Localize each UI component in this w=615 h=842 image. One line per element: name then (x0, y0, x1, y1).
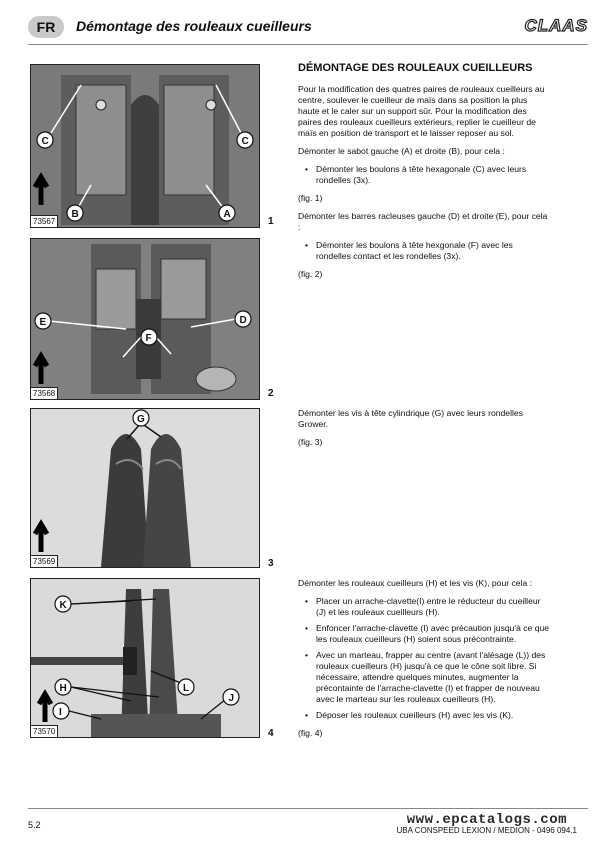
figure-1 (30, 64, 260, 228)
figure-ref: (fig. 1) (298, 193, 323, 203)
figure-3 (30, 408, 260, 568)
callout-k-label: K (59, 600, 67, 611)
figure-2 (30, 238, 260, 400)
figure-4 (30, 578, 260, 738)
figure-number: 4 (268, 728, 274, 739)
header-divider (28, 44, 588, 45)
step-paragraph: Démonter les barres racleuses gauche (D) et droite (E), pour cela : (298, 211, 548, 232)
callout-j-label: J (228, 693, 235, 704)
callout-f-label: F (145, 333, 152, 344)
figure-ref: (fig. 2) (298, 269, 323, 279)
section-title: DÉMONTAGE DES ROULEAUX CUEILLEURS (298, 62, 533, 74)
bullet-list (298, 240, 550, 262)
text-block-3 (298, 408, 550, 455)
language-badge: FR (28, 16, 64, 38)
figure-code: 73567 (31, 215, 58, 227)
callout-e-label: E (39, 317, 47, 328)
intro-paragraph: Pour la modification des quatres paires de rouleaux cueilleurs au centre, soulever le cueilleur de maïs dans sa position la plus haute et le caler sur un support sûr. Pour la modification des paires des rouleaux cueilleurs extérieurs, replier le cueilleur de maïs en position de transport et le laisser reposer au sol. (298, 84, 545, 138)
callout-i-label: I (59, 707, 62, 718)
figure-code: 73570 (31, 725, 58, 737)
list-item: • Démonter les boulons à tête hexgonale (F) avec les rondelles contact et les rondelles (3x). (316, 240, 550, 262)
text-block-1 (298, 84, 550, 287)
callout-d-label: D (239, 315, 247, 326)
figure-ref: (fig. 4) (298, 728, 323, 738)
page-number: 5.2 (28, 820, 41, 830)
page-title: Démontage des rouleaux cueilleurs (76, 18, 312, 34)
figure-number: 2 (268, 388, 274, 399)
figure-ref: (fig. 3) (298, 437, 323, 447)
figure-code: 73568 (31, 387, 58, 399)
list-item: • Démonter les boulons à tête hexagonale (C) avec leurs rondelles (3x). (316, 164, 550, 186)
list-item: • Déposer les rouleaux cueilleurs (H) avec les vis (K). (316, 710, 550, 721)
bullet-list (298, 164, 550, 186)
watermark: www.epcatalogs.com (406, 812, 567, 828)
footer-divider (28, 808, 588, 809)
bullet-list (298, 596, 550, 721)
figure-code: 73569 (31, 555, 58, 567)
figure-number: 1 (268, 216, 274, 227)
step-paragraph: Démonter les vis à tête cylindrique (G) avec leurs rondelles Grower. (298, 408, 523, 429)
callout-h-label: H (59, 683, 67, 694)
callout-b-label: B (71, 209, 79, 220)
callout-l-label: L (183, 683, 190, 694)
text-block-4 (298, 578, 550, 746)
callout-a-label: A (223, 209, 231, 220)
callout-g-label: G (137, 414, 145, 425)
list-item: • Avec un marteau, frapper au centre (avant l'alésage (L)) des rouleaux cueilleurs (H) jusqu'à ce que le cône soit libre. Si nécessaire, attendre quelques minutes, augmenter la précontainte de l'arrache-clavette (I) et frapper de nouveau avec le marteau sur les rouleaux cueilleurs (H). (316, 650, 550, 705)
callout-c-left-label: C (41, 136, 49, 147)
step-paragraph: Démonter les rouleaux cueilleurs (H) et les vis (K), pour cela : (298, 578, 533, 588)
claas-logo: CLAAS (524, 16, 588, 35)
page-header (28, 14, 588, 40)
figure-number: 3 (268, 558, 274, 569)
step-paragraph: Démonter le sabot gauche (A) et droite (B), pour cela : (298, 146, 505, 156)
document-reference: UBA CONSPEED LEXION / MEDION - 0496 094.1 (396, 826, 577, 835)
list-item: • Placer un arrache-clavette(I) entre le réducteur du cueilleur (J) et les rouleaux cueilleurs (H). (316, 596, 550, 618)
list-item: • Enfoncer l'arrache-clavette (I) avec précaution jusqu'à ce que les rouleaux cueilleurs (H) soient sous précontrainte. (316, 623, 550, 645)
callout-c-right-label: C (241, 136, 249, 147)
